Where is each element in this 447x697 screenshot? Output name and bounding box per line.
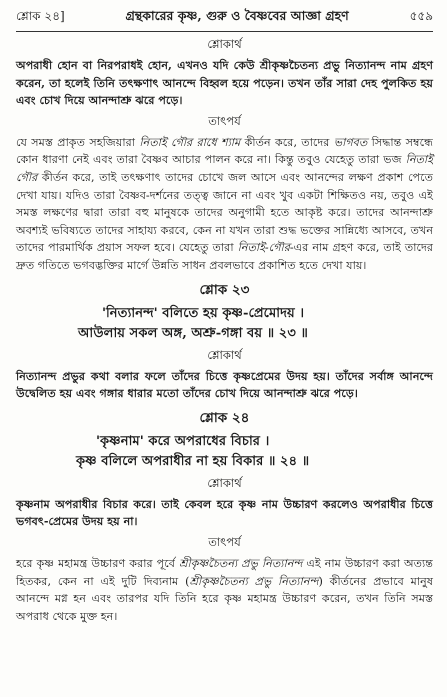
purport-italic: নিতাই-গৌর [237,241,290,255]
purport-italic: শ্রীকৃষ্ণচৈতন্য প্রভু নিত্যানন্দ [189,574,319,588]
page-header [16,8,433,28]
purport-italic: নিতাই গৌর রাধে শ্যাম [139,135,241,149]
purport-heading: তাৎপর্য [208,113,241,128]
verse-line: 'নিত্যানন্দ' বলিতে হয় কৃষ্ণ-প্রেমোদয় । [102,305,305,321]
purport-text: -এর নাম গ্রহণ করে, তাই তাদের দ্রুত গতিতে ভগবদ্ভক্তির মার্গে উন্নতি সাধন প্রবলভাবে প্রকাশিত হতে দেখা যায়। [16,241,434,272]
purport-paragraph [16,555,433,625]
verse-line: আউলায় সকল অঙ্গ, অশ্রু-গঙ্গা বয় ॥ ২৩ ॥ [78,325,308,341]
verse-line: কৃষ্ণ বলিলে অপরাধীর না হয় বিকার ॥ ২৪ ॥ [76,453,310,469]
purport-italic: নিতাই গৌর [16,153,433,184]
purport-text: কীর্তন করে, তাদের [244,135,330,149]
verse-number: শ্লোক ২৩ [199,281,250,298]
purport-text: হরে কৃষ্ণ মহামন্ত্র উচ্চারণ করার পূর্বে [16,556,175,570]
translation-heading: শ্লোকার্থ [207,347,242,362]
purport-heading: তাৎপর্য [208,534,241,549]
purport-text: ) কীর্তনের প্রভাবে মানুষ আনন্দে মগ্ন হন এবং তারপর যদি তিনি হরে কৃষ্ণ মহামন্ত্র উচ্চারণ করেন, তখন তিনি সমস্ত অপরাধ থেকে মুক্ত হন। [16,574,433,623]
verse-number: শ্লোক ২৪ [199,409,250,426]
purport-text: যে সমস্ত প্রাকৃত সহজিয়ারা [16,135,136,149]
purport-paragraph [16,134,433,275]
header-divider [16,31,433,32]
purport-text: সিদ্ধান্ত সম্বন্ধে কোন ধারণা নেই এবং তারা বৈষ্ণব আচার পালন করে না। কিন্তু তবুও যেহেতু তারা ভজ [16,135,433,167]
verse-reference: শ্লোক ২৪] [16,9,65,23]
translation-heading: শ্লোকার্থ [207,475,242,490]
translation-heading: শ্লোকার্থ [207,37,242,51]
translation-paragraph: নিত্যানন্দ প্রভুর কথা বলার ফলে তাঁদের চিত্তে কৃষ্ণপ্রেমের উদয় হয়। তাঁদের সর্বাঙ্গ আনন্দে উদ্বেলিত হয় এবং গঙ্গার ধারার মতো তাঁদের চোখ দিয়ে আনন্দাশ্রু ঝরে পড়ে। [16,368,433,401]
translation-paragraph: কৃষ্ণনাম অপরাধীর বিচার করে। তাই কেবল হরে কৃষ্ণ নাম উচ্চারণ করলেও অপরাধীর চিত্তে ভগবৎ-প্রেমের উদয় হয় না। [16,496,433,529]
page-number: ৫৫৯ [409,9,433,23]
verse-line: 'কৃষ্ণনাম' করে অপরাধের বিচার । [96,433,270,449]
purport-italic: ভাগবত [333,135,368,149]
purport-italic: শ্রীকৃষ্ণচৈতন্য প্রভু নিত্যানন্দ [179,556,303,570]
translation-paragraph: অপরাধী হোন বা নিরপরাধই হোন, এখনও যদি কেউ শ্রীকৃষ্ণচৈতন্য প্রভু নিত্যানন্দ নাম গ্রহণ করেন, তা হলেই তিনি তৎক্ষণাৎ আনন্দে বিহ্বল হয়ে পড়েন। তখন তাঁর সারা দেহ পুলকিত হয় এবং চোখ দিয়ে আনন্দাশ্রু ঝরে পড়ে। [16,58,433,108]
purport-text: কীর্তন করে, তাই তৎক্ষণাৎ তাদের চোখে জল আসে এবং আনন্দের লক্ষণ প্রকাশ পেতে দেখা যায়। যদিও তারা বৈষ্ণব-দর্শনের তত্ত্ব জানে না এবং খুব একটা শিক্ষিতও নয়, তবুও এই সমস্ত লক্ষণের দ্বারা তারা বহু মানুষকে তাদের অনুগামী হতে আকৃষ্ট করে। তাদের আনন্দাশ্রু অবশ্যই ভবিষ্যতে তাদের সাহায্য করবে, কেন না যখন তারা শুদ্ধ ভক্তের সান্নিধ্যে আসবে, তখন তাদের পারমার্থিক প্রয়াস সফল হবে। যেহেতু তারা [16,170,433,255]
chapter-title: গ্রন্থকারের কৃষ্ণ, গুরু ও বৈষ্ণবের আজ্ঞা গ্রহণ [125,8,349,23]
purport-text: এই নাম উচ্চারণ করা অত্যন্ত হিতকর, কেন না এই দুটি দিব্যনাম ( [16,556,433,588]
